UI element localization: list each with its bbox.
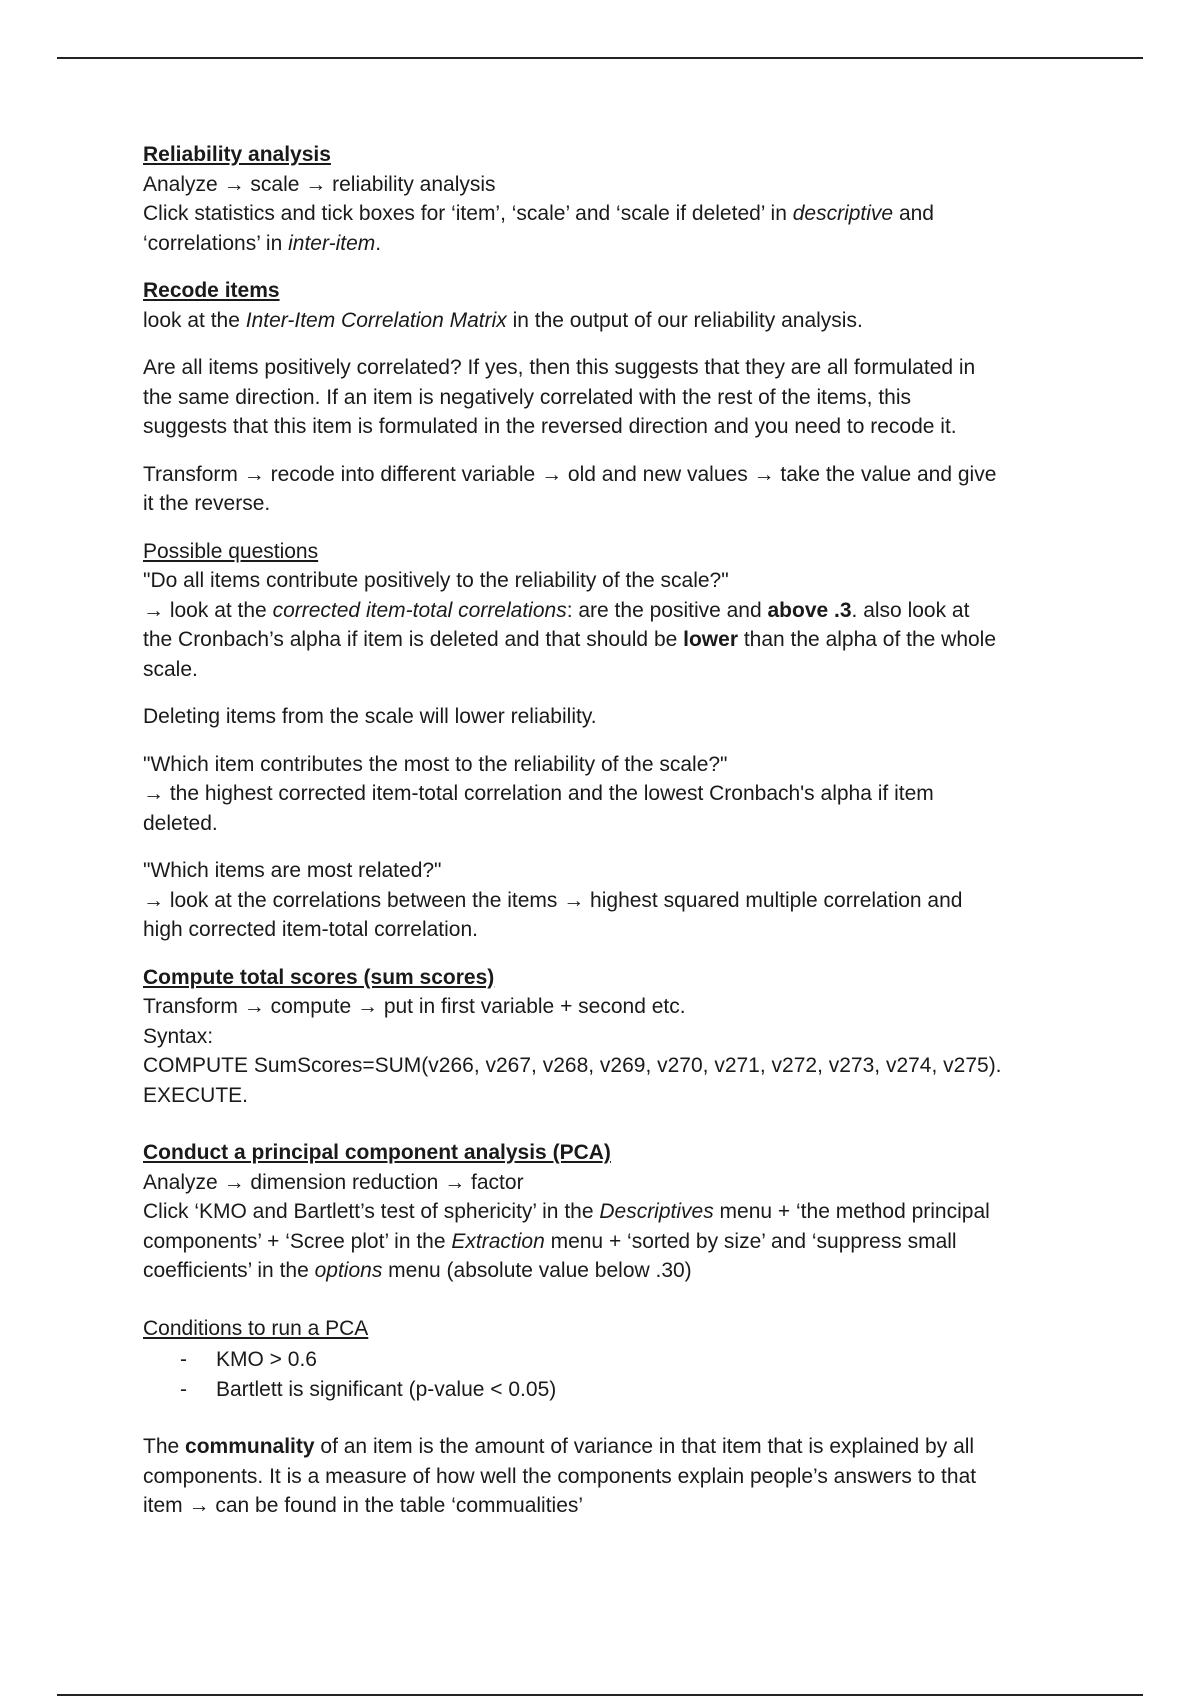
list-item: - KMO > 0.6 — [180, 1348, 317, 1371]
answer-2-line-2: deleted. — [143, 811, 218, 835]
section-pca — [143, 1138, 1063, 1286]
recode-paragraph-line-2: the same direction. If an item is negatively correlated with the rest of the items, this — [143, 385, 912, 409]
syntax-label: Syntax: — [143, 1024, 214, 1048]
pca-instruction-line-1: Click ‘KMO and Bartlett’s test of sphericity’ in the Descriptives menu + ‘the method principal — [143, 1200, 990, 1223]
question-2: "Which item contributes the most to the reliability of the scale?" — [143, 752, 728, 776]
note-text: Deleting items from the scale will lower reliability. — [143, 705, 597, 728]
section-possible-questions — [143, 537, 1063, 685]
recode-line-1: look at the Inter-Item Correlation Matrix in the output of our reliability analysis. — [143, 308, 863, 332]
conditions-list — [143, 1345, 1063, 1404]
syntax-line-2: EXECUTE. — [143, 1083, 249, 1107]
recode-paragraph-line-1: Are all items positively correlated? If yes, then this suggests that they are all formulated in — [143, 356, 976, 379]
answer-3-line-2: high corrected item-total correlation. — [143, 918, 478, 941]
reliability-instruction-line-2: ‘correlations’ in inter-item. — [143, 231, 382, 255]
reliability-note — [143, 702, 1063, 732]
communality-line-1: The communality of an item is the amount of variance in that item that is explained by all — [143, 1435, 975, 1458]
question-2-block — [143, 750, 1063, 839]
communality-line-3: item → can be found in the table ‘commualities’ — [143, 1494, 584, 1517]
section-recode — [143, 276, 1063, 335]
footer-rule — [57, 1694, 1143, 1696]
recode-paragraph-line-3: suggests that this item is formulated in the reversed direction and you need to recode it. — [143, 415, 957, 438]
recode-transform-steps — [143, 460, 1063, 519]
answer-2-line-1: → the highest corrected item-total correlation and the lowest Cronbach's alpha if item — [143, 782, 934, 805]
answer-3-line-1: → look at the correlations between the items → highest squared multiple correlation and — [143, 888, 963, 912]
transform-path-line: Transform → recode into different variable → old and new values → take the value and give — [143, 462, 997, 486]
transform-path-line-2: it the reverse. — [143, 492, 271, 515]
section-compute — [143, 963, 1063, 1111]
header-rule — [57, 57, 1143, 59]
question-1: "Do all items contribute positively to the reliability of the scale?" — [143, 569, 729, 592]
section-title-compute: Compute total scores (sum scores) — [143, 965, 495, 989]
section-title-reliability: Reliability analysis — [143, 143, 331, 166]
answer-1-line-2: the Cronbach’s alpha if item is deleted and that should be lower than the alpha of the whole — [143, 628, 997, 651]
recode-paragraph — [143, 353, 1063, 442]
question-3-block — [143, 856, 1063, 945]
communality-line-2: components. It is a measure of how well the components explain people’s answers to that — [143, 1464, 977, 1488]
syntax-line-1: COMPUTE SumScores=SUM(v266, v267, v268, v269, v270, v271, v272, v273, v274, v275). — [143, 1054, 1002, 1077]
section-title-recode: Recode items — [143, 279, 280, 302]
menu-path-reliability: Analyze → scale → reliability analysis — [143, 172, 496, 196]
reliability-instruction-line-1: Click statistics and tick boxes for ‘item’, ‘scale’ and ‘scale if deleted’ in descriptive and — [143, 202, 934, 225]
answer-1-line-3: scale. — [143, 657, 198, 681]
answer-1-line-1: → look at the corrected item-total correlations: are the positive and above .3. also look at — [143, 598, 970, 622]
subsection-title-conditions: Conditions to run a PCA — [143, 1316, 369, 1340]
pca-instruction-line-2: components’ + ‘Scree plot’ in the Extraction menu + ‘sorted by size’ and ‘suppress small — [143, 1229, 957, 1253]
menu-path-pca: Analyze → dimension reduction → factor — [143, 1170, 524, 1194]
section-conditions — [143, 1314, 1063, 1405]
document-body — [143, 140, 1063, 1521]
pca-instruction-line-3: coefficients’ in the options menu (absolute value below .30) — [143, 1259, 692, 1282]
section-title-pca: Conduct a principal component analysis (PCA) — [143, 1141, 611, 1164]
menu-path-compute: Transform → compute → put in first variable + second etc. — [143, 995, 686, 1018]
subsection-title-questions: Possible questions — [143, 539, 319, 563]
question-3: "Which items are most related?" — [143, 859, 442, 882]
section-communality — [143, 1432, 1063, 1521]
list-item: - Bartlett is significant (p-value < 0.05) — [180, 1377, 557, 1401]
section-reliability — [143, 140, 1063, 258]
